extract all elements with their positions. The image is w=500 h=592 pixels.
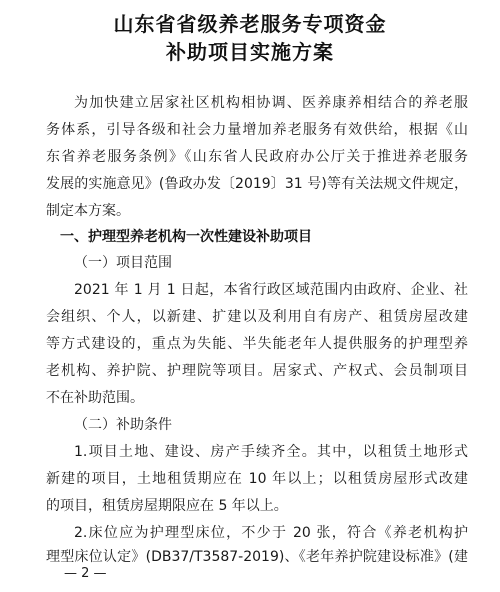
section-1-heading: 一、护理型养老机构一次性建设补助项目 xyxy=(60,229,312,245)
subsection-1-line-4: 老机构、养护院、护理院等项目。居家式、产权式、会员制项目 xyxy=(46,363,468,379)
condition-1-line-1: 1.项目土地、建设、房产手续齐全。其中，以租赁土地形式 xyxy=(74,444,468,460)
intro-line-3: 东省养老服务条例》《山东省人民政府办公厅关于推进养老服务 xyxy=(46,149,468,165)
subsection-1-line-2: 会组织、个人，以新建、扩建以及利用自有房产、租赁房屋改建 xyxy=(46,309,468,325)
condition-1-line-2: 新建的项目，土地租赁期应在 10 年以上；以租赁房屋形式改建 xyxy=(46,471,468,487)
document-title-line-2: 补助项目实施方案 xyxy=(166,40,334,64)
subsection-1-heading: （一）项目范围 xyxy=(74,255,172,271)
subsection-2-heading: （二）补助条件 xyxy=(74,417,172,433)
subsection-1-line-5: 不在补助范围。 xyxy=(46,390,144,406)
document-title-line-1: 山东省省级养老服务专项资金 xyxy=(113,12,387,36)
page-number: — 2 — xyxy=(64,566,107,581)
intro-line-4: 发展的实施意见》(鲁政办发〔2019〕31 号)等有关法规文件规定， xyxy=(46,176,468,192)
subsection-1-line-3: 等方式建设的，重点为失能、半失能老年人提供服务的护理型养 xyxy=(46,336,468,352)
condition-2-line-2: 理型床位认定》(DB37/T3587-2019)、《老年养护院建设标准》(建 xyxy=(46,549,468,565)
condition-2-line-1: 2.床位应为护理型床位，不少于 20 张，符合《养老机构护 xyxy=(74,525,468,541)
intro-line-5: 制定本方案。 xyxy=(46,203,130,219)
condition-1-line-3: 的项目，租赁房屋期限应在 5 年以上。 xyxy=(46,498,288,514)
intro-line-1: 为加快建立居家社区机构相协调、医养康养相结合的养老服 xyxy=(74,95,468,111)
intro-line-2: 务体系，引导各级和社会力量增加养老服务有效供给，根据《山 xyxy=(46,122,468,138)
subsection-1-line-1: 2021 年 1 月 1 日起，本省行政区域范围内由政府、企业、社 xyxy=(74,282,468,298)
